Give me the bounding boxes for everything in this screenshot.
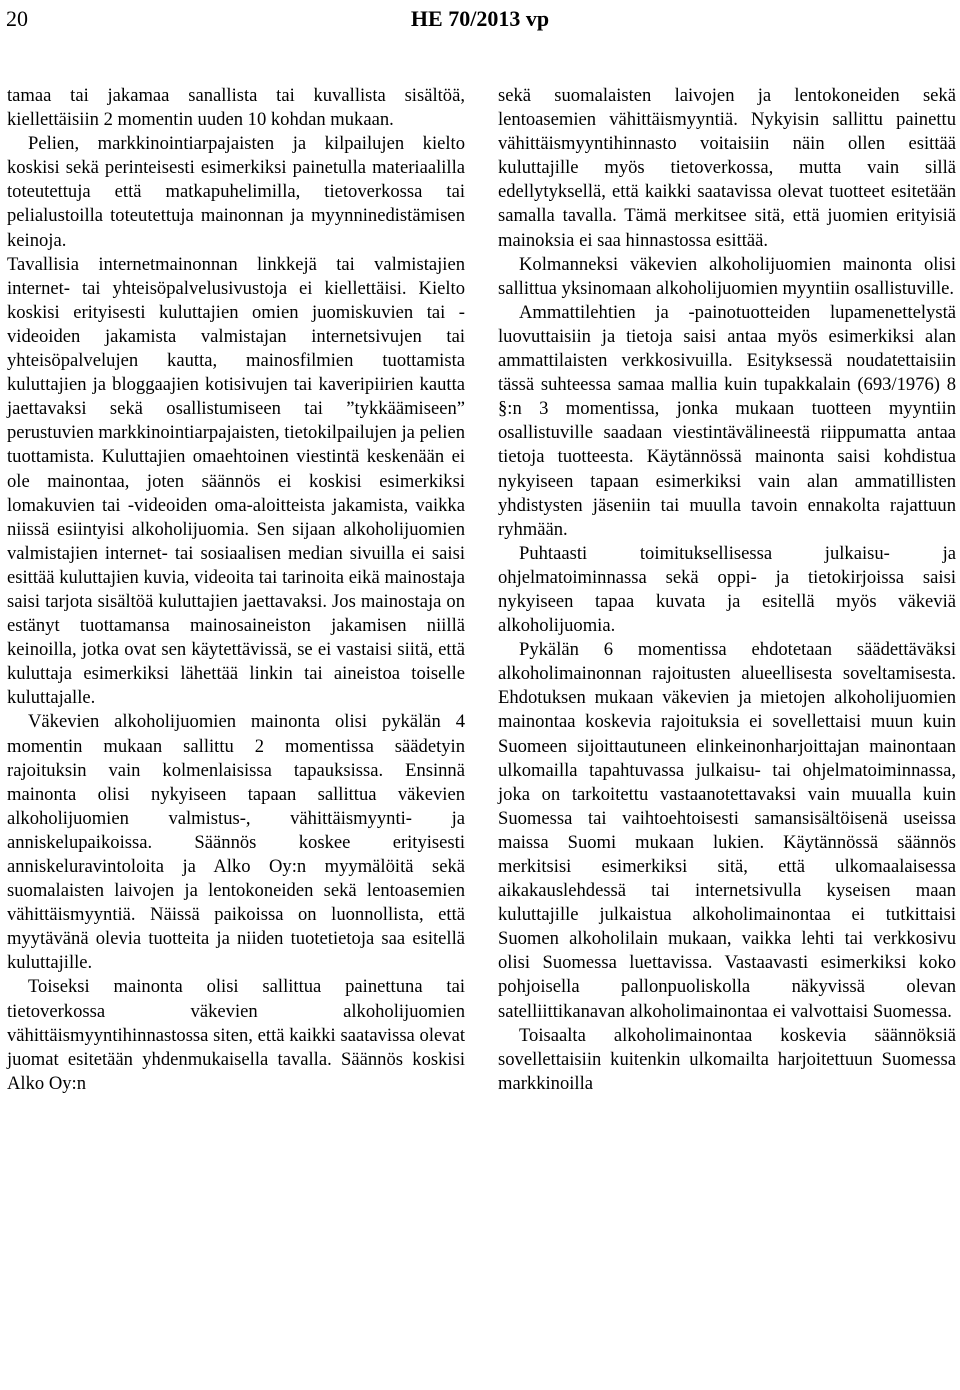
paragraph: Ammattilehtien ja -painotuotteiden lupamenettelystä luovuttaisiin ja tietoja saisi antaa myös esimerkiksi alan ammattilaisten verkkosivuilla. Esityksessä noudatettaisiin tässä suhteessa samaa mallia kuin tupakkalain (693/1976) 8 §:n 3 momentissa, jonka mukaan tuotteen myyntiin osallistuville saadaan viestintävälineestä riippumatta antaa tietoja tuotteesta. Käytännössä mainonta saisi kohdistua nykyiseen tapaan esimerkiksi vain alan ammatillisten yhdistysten jäseniin tai muulla tavoin ennakolta rajattuun ryhmään. bbox=[498, 301, 956, 540]
paragraph: Kolmanneksi väkevien alkoholijuomien mainonta olisi sallittua yksinomaan alkoholijuomien myyntiin osallistuville. bbox=[498, 253, 956, 299]
paragraph: sekä suomalaisten laivojen ja lentokoneiden sekä lentoasemien vähittäismyyntiä. Nykyisin sallittu painettu vähittäismyyntihinnasto voitaisiin näin ollen esittää kuluttajille myös tietoverkossa, mutta vain sillä edellytyksellä, että kaikki saatavissa olevat tuotteet esitetään samalla tavalla. Tämä merkitsee sitä, että juomien erityisiä mainoksia ei saa hinnastossa esittää. bbox=[498, 85, 956, 251]
paragraph: tamaa tai jakamaa sanallista tai kuvallista sisältöä, kiellettäisiin 2 momentin uuden 10 kohdan mukaan. bbox=[7, 85, 465, 131]
page-number: 20 bbox=[6, 6, 28, 31]
page-header bbox=[0, 4, 960, 38]
paragraph: Toiseksi mainonta olisi sallittua painettuna tai tietoverkossa väkevien alkoholijuomien vähittäismyyntihinnastossa siten, että kaikki saatavissa olevat juomat esitetään yhdenmukaisella tavalla. Säännös koskisi Alko Oy:n bbox=[7, 976, 465, 1094]
paragraph: Väkevien alkoholijuomien mainonta olisi pykälän 4 momentin mukaan sallittu 2 momentissa säädetyin rajoituksin vain kolmenlaisissa tapauksissa. Ensinnä mainonta olisi nykyiseen tapaan sallittua väkevien alkoholijuomien valmistus-, vähittäismyynti- ja anniskelupaikoissa. Säännös koskee erityisesti anniskeluravintoloita ja Alko Oy:n myymälöitä sekä suomalaisten laivojen ja lentokoneiden sekä lentoasemien vähittäismyyntiä. Näissä paikoissa on luonnollista, että myytävänä olevia tuotteita ja niiden tuotetietoja saa esitellä kuluttajille. bbox=[7, 711, 465, 974]
paragraph: Tavallisia internetmainonnan linkkejä tai valmistajien internet- tai yhteisöpalvelusivustoja ei kiellettäisi. Kielto koskisi erityisesti kuluttajien omien juomiskuvien tai -videoiden jakamista valmistajan internetsivujen tai yhteisöpalvelujen kautta, mainosfilmien tuottamista kuluttajien ja bloggaajien kotisivujen tai kaveripiirien kautta jaettavaksi sekä osallistumiseen tai ”tykkäämiseen” perustuvien markkinointiarpajaisten, tietokilpailujen ja pelien tuottamista. Kuluttajien omaehtoinen viestintä keskenään ei ole mainontaa, joten säännös ei koskisi esimerkiksi lomakuvien tai -videoiden oma-aloitteista jakamista, vaikka niissä esiintyisi alkoholijuomia. Sen sijaan alkoholijuomien valmistajien internet- tai sosiaalisen median sivuilla ei saisi esittää kuluttajien kuvia, videoita tai tarinoita eikä mainostaja saisi tarjota sisältöä kuluttajien jaettavaksi. Jos mainostaja on estänyt tuottamansa mainosaineiston jakamisen niillä keinoilla, jotka ovat sen käytettävissä, se ei vastaisi siitä, että kuluttaja esimerkiksi lähettää linkin tai aineistoa toiselle kuluttajalle. bbox=[7, 253, 465, 709]
paragraph: Pykälän 6 momentissa ehdotetaan säädettäväksi alkoholimainonnan rajoitusten alueellisesta soveltamisesta. Ehdotuksen mukaan väkevien ja mietojen alkoholijuomien mainontaa koskevia rajoituksia ei sovellettaisi muun kuin Suomeen sijoittautuneen elinkeinonharjoittajan mainontaan ulkomailla tapahtuvassa julkaisu- tai ohjelmatoiminnassa, joka on tarkoitettu vastaanotettavaksi vain muualla kuin Suomessa tai vaihtoehtoisesti samansisältöisenä useissa maissa Suomi mukaan lukien. Käytännössä säännös merkitsisi esimerkiksi sitä, että ulkomaalaisessa aikakauslehdessä tai internetsivulla kyseisen maan kuluttajille julkaistua alkoholimainontaa ei tutkittaisi Suomen alkoholilain mukaan, vaikka lehti tai verkkosivu olisi Suomessa luettavissa. Vastaavasti esimerkiksi koko pohjoisella pallonpuoliskolla näkyvissä olevan satelliittikanavan alkoholimainontaa ei valvottaisi Suomessa. bbox=[498, 639, 956, 1022]
right-text-column bbox=[498, 84, 956, 1096]
left-text-column bbox=[7, 84, 465, 1096]
document-id: HE 70/2013 vp bbox=[410, 6, 550, 31]
paragraph: Toisaalta alkoholimainontaa koskevia säännöksiä sovellettaisiin kuitenkin ulkomailta harjoitettuun Suomessa markkinoilla bbox=[498, 1024, 956, 1094]
paragraph: Pelien, markkinointiarpajaisten ja kilpailujen kielto koskisi sekä perinteisesti esimerkiksi painetulla materiaalilla toteutettuja että matkapuhelimilla, tietoverkossa tai pelialustoilla toteutettuja mainonnan ja myynninedistämisen keinoja. bbox=[7, 133, 465, 251]
paragraph: Puhtaasti toimituksellisessa julkaisu- ja ohjelmatoiminnassa sekä oppi- ja tietokirjoissa saisi nykyiseen tapaa kuvata ja esitellä myös väkeviä alkoholijuomia. bbox=[498, 542, 956, 637]
